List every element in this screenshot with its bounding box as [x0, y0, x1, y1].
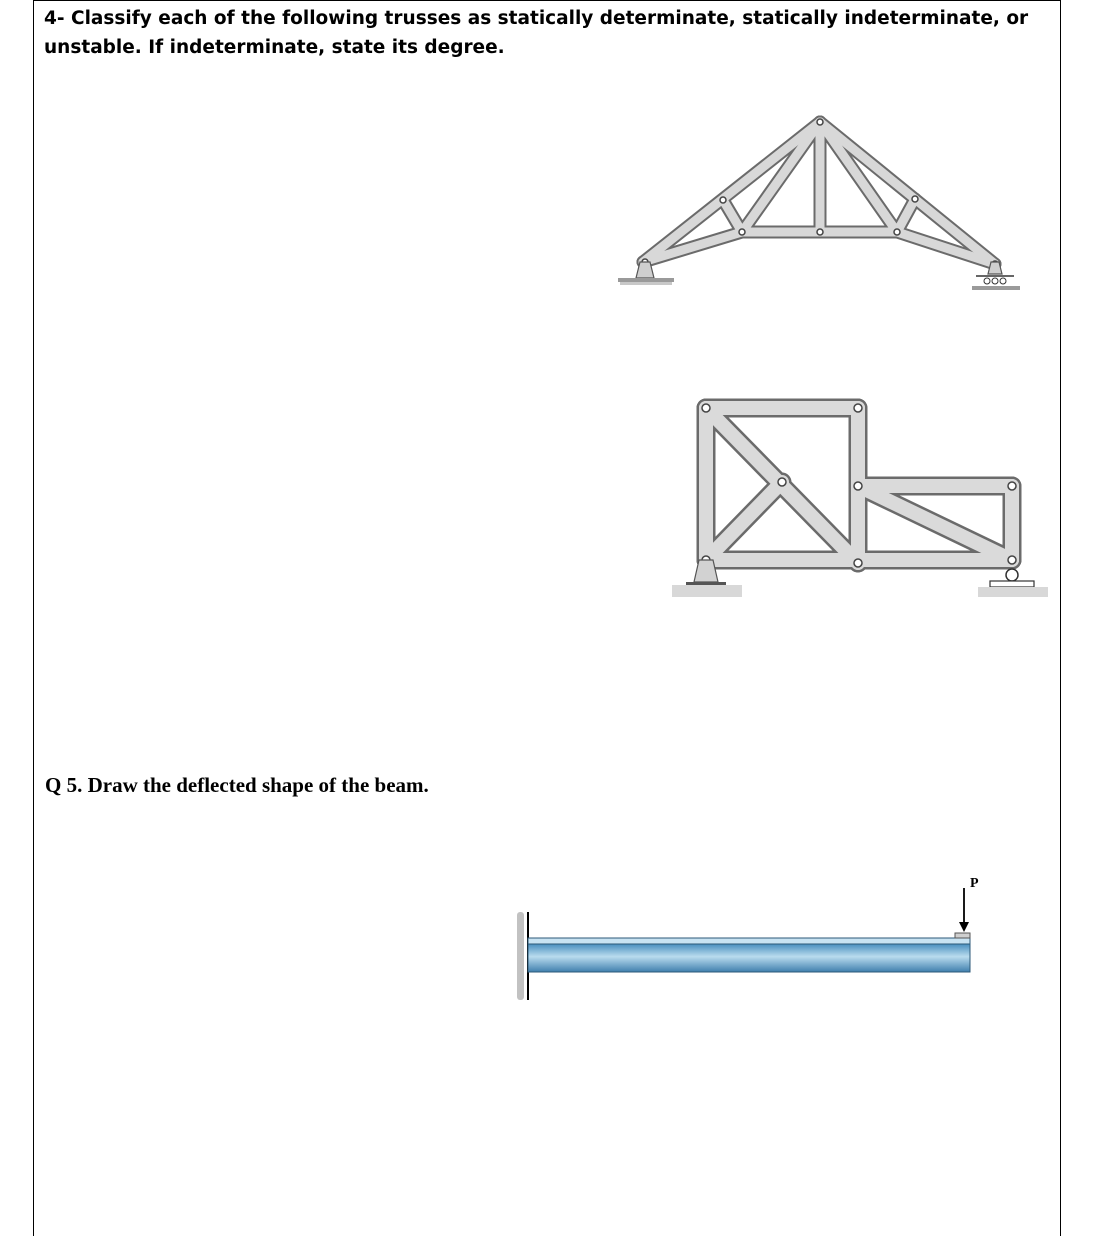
- fixed-support-wall: [517, 912, 524, 1000]
- question-4-text: 4- Classify each of the following trusses as statically determinate, statically indeterminate, or unstable. If indeterminate, state its degree.: [44, 8, 1035, 58]
- beam-top-flange: [528, 938, 970, 944]
- beam-web: [528, 944, 970, 972]
- load-arrow-head: [959, 922, 969, 932]
- load-plate: [955, 933, 970, 938]
- question-5-text: Q 5. Draw the deflected shape of the beam.: [45, 773, 429, 797]
- load-label: P: [970, 876, 979, 891]
